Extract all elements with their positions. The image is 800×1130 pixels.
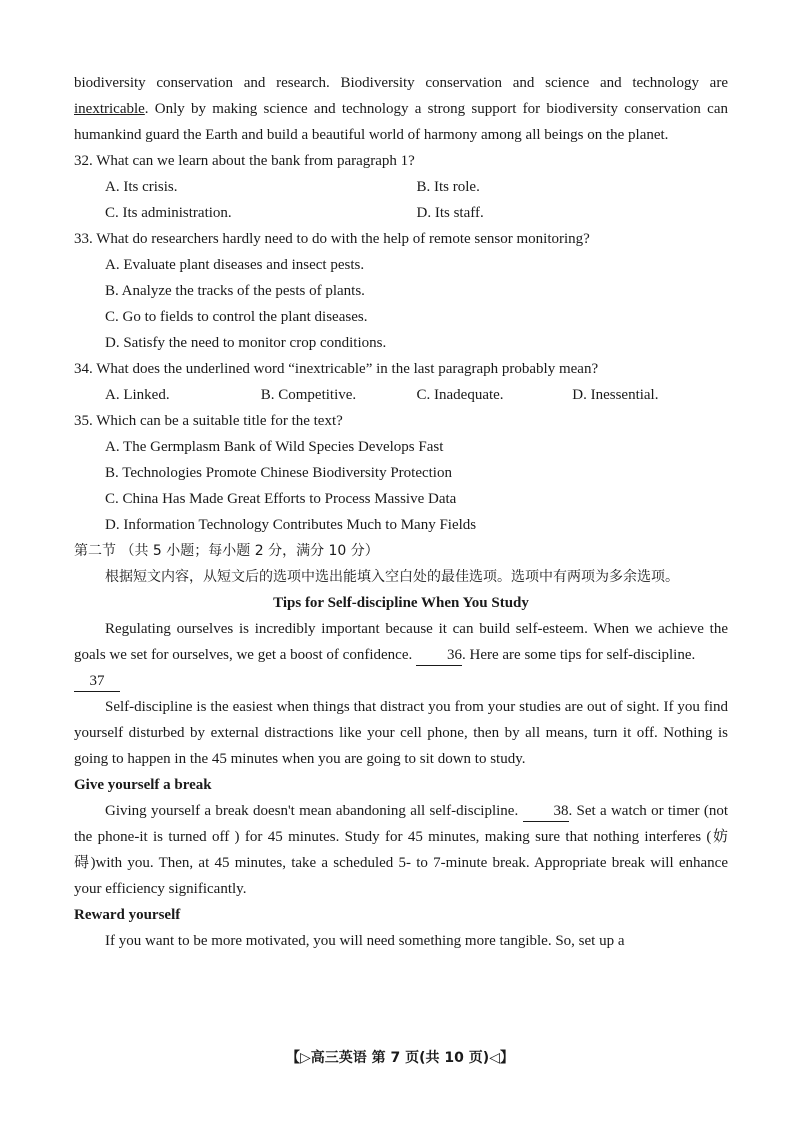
underlined-word: inextricable — [74, 101, 145, 117]
question-32-options-row-1 — [105, 174, 728, 200]
paragraph-text: Giving yourself a break doesn't mean abandoning all self-discipline. — [105, 803, 523, 819]
paragraph-text: . Here are some tips for self-discipline. — [461, 647, 696, 663]
option-34-c: C. Inadequate. — [416, 387, 504, 403]
option-34-d: D. Inessential. — [572, 387, 659, 403]
blank-36: 36 — [416, 645, 462, 666]
question-34-stem: 34. What does the underlined word “inextricable” in the last paragraph probably mean? — [74, 361, 599, 377]
question-34-options — [105, 382, 728, 408]
blank-38: 38 — [523, 801, 569, 822]
option-32-d: D. Its staff. — [416, 205, 484, 221]
paragraph-text: Regulating ourselves is incredibly important because it can build self-esteem. When we achieve the goals we set for ourselves, we get a boost of confidence. — [74, 621, 728, 663]
option-35-b: B. Technologies Promote Chinese Biodiversity Protection — [105, 465, 452, 481]
option-35-a: A. The Germplasm Bank of Wild Species Develops Fast — [105, 439, 444, 455]
option-34-a: A. Linked. — [105, 387, 170, 403]
subheading-reward: Reward yourself — [74, 907, 181, 923]
paragraph-intro — [74, 616, 728, 668]
option-33-c: C. Go to fields to control the plant diseases. — [105, 309, 368, 325]
page-footer: 【▷高三英语 第 7 页(共 10 页)◁】 — [286, 1050, 514, 1066]
subheading-break: Give yourself a break — [74, 777, 212, 793]
question-35-stem: 35. Which can be a suitable title for the text? — [74, 413, 343, 429]
option-33-b: B. Analyze the tracks of the pests of plants. — [105, 283, 365, 299]
passage-text: biodiversity conservation and research. Biodiversity conservation and science and technology are — [74, 75, 728, 91]
paragraph-reward: If you want to be more motivated, you will need something more tangible. So, set up a — [105, 933, 625, 949]
question-32-options-row-2 — [105, 200, 728, 226]
passage-title: Tips for Self-discipline When You Study — [273, 595, 529, 611]
passage-text: . Only by making science and technology a strong support for biodiversity conservation can humankind guard the Earth and build a beautiful world of harmony among all beings on the planet. — [74, 101, 728, 143]
question-33-stem: 33. What do researchers hardly need to do with the help of remote sensor monitoring? — [74, 231, 590, 247]
passage-final-paragraph — [74, 70, 728, 148]
page-content — [74, 70, 728, 954]
option-32-c: C. Its administration. — [105, 205, 232, 221]
option-32-b: B. Its role. — [416, 179, 480, 195]
paragraph-distractions: Self-discipline is the easiest when things that distract you from your studies are out of sight. If you find yourself disturbed by external distractions like your cell phone, then by all means, turn it off. Nothing is going to happen in the 45 minutes when you are going to sit down to study. — [74, 699, 728, 767]
question-32-stem: 32. What can we learn about the bank from paragraph 1? — [74, 153, 415, 169]
option-35-d: D. Information Technology Contributes Much to Many Fields — [105, 517, 477, 533]
blank-37: 37 — [74, 671, 120, 692]
option-34-b: B. Competitive. — [260, 387, 357, 403]
option-33-d: D. Satisfy the need to monitor crop conditions. — [105, 335, 387, 351]
paragraph-text: . Set a watch or timer (not the phone-it is turned off ) for 45 minutes. Study for 45 minutes, making sure that nothing interferes (妨碍)with you. Then, at 45 minutes, take a scheduled 5- to 7-minute break. Appropriate break will enhance your efficiency significantly. — [74, 803, 728, 897]
paragraph-break — [74, 798, 728, 902]
section-2-heading: 第二节 （共 5 小题；每小题 2 分，满分 10 分） — [74, 543, 379, 559]
option-32-a: A. Its crisis. — [105, 179, 178, 195]
blank-37-line — [74, 668, 728, 694]
option-35-c: C. China Has Made Great Efforts to Process Massive Data — [105, 491, 457, 507]
section-2-instruction: 根据短文内容，从短文后的选项中选出能填入空白处的最佳选项。选项中有两项为多余选项。 — [105, 569, 679, 585]
option-33-a: A. Evaluate plant diseases and insect pests. — [105, 257, 365, 273]
